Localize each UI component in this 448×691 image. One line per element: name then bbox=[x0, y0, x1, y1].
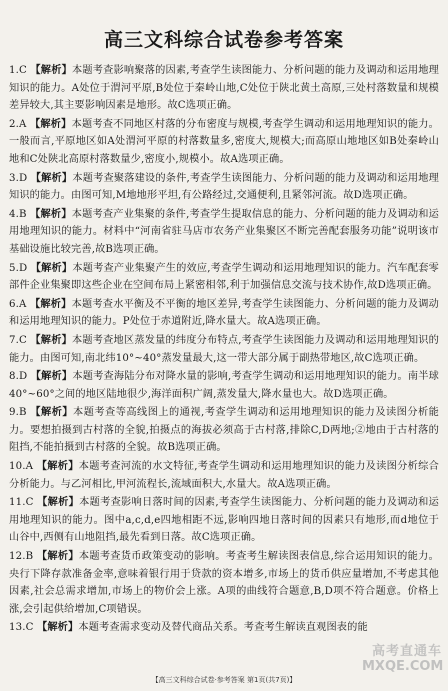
answer-item bbox=[9, 116, 439, 169]
answer-text: 本题考查影响日落时间的因素,考查学生读图能力、分析问题的能力及调动和运用地理知识的能力。图中a,c,d,e四地相距不远,影响四地日落时间的因素只有地形,而d地位于山谷中,西侧有山地阻挡,最先看到日落。故C选项正确。 bbox=[9, 497, 439, 544]
answer-item bbox=[9, 368, 439, 403]
answer-item bbox=[9, 458, 439, 493]
answer-number: 5.D bbox=[9, 262, 28, 274]
answer-item bbox=[9, 206, 439, 259]
answer-text: 本题考查需求变动及替代商品关系。考查考生解读直观图表的能 bbox=[78, 622, 368, 634]
answer-number: 8.D bbox=[9, 371, 28, 383]
answer-text: 本题考查海陆分布对降水量的影响,考查学生调动和运用地理知识的能力。南半球40°~60°之间的地区陆地很少,海洋面积广阔,蒸发量大,降水量也大。故D选项正确。 bbox=[9, 371, 439, 400]
answer-item bbox=[9, 494, 439, 547]
answer-number: 11.C bbox=[9, 497, 34, 509]
page-footer: 【高三文科综合试卷·参考答案 第1页(共7页)】 bbox=[151, 676, 297, 684]
answer-number: 10.A bbox=[9, 461, 34, 473]
analysis-tag: 【解析】 bbox=[29, 297, 72, 310]
analysis-tag: 【解析】 bbox=[30, 64, 72, 76]
answer-number: 13.C bbox=[9, 622, 34, 634]
analysis-tag: 【解析】 bbox=[29, 117, 72, 130]
answer-text: 本题考查水平衡及不平衡的地区差异,考查学生读图能力、分析问题的能力及调动和运用地理知识的能力。P处位于赤道附近,降水量大。故A选项正确。 bbox=[9, 298, 439, 328]
answer-text: 本题考查聚落建设的条件,考查学生读图能力、分析问题的能力及调动和运用地理知识的能力。由图可知,M地地形平坦,有公路经过,交通便利,且紧邻河流。故D选项正确。 bbox=[9, 172, 439, 202]
answer-list bbox=[9, 62, 439, 637]
answer-number: 7.C bbox=[9, 334, 27, 346]
answer-text: 本题考查不同地区村落的分布密度与规模,考查学生调动和运用地理知识的能力。一般而言,平原地区如A处渭河平原的村落数量多,密度大,规模大;而高原山地地区如B处秦岭山地和C处陕北高原村落数量少,密度小,规模小。故A选项正确。 bbox=[9, 118, 439, 165]
answer-text: 本题考查产业集聚产生的效应,考查学生调动和运用地理知识的能力。汽车配套零部件企业集聚即这些企业在空间布局上紧密相邻,利于加强信息交流与技术协作,故D选项正确。 bbox=[9, 262, 439, 292]
answer-number: 9.B bbox=[9, 407, 27, 419]
answer-item bbox=[9, 260, 439, 295]
watermark-text-en: MXQE.COM bbox=[362, 659, 444, 674]
answer-item bbox=[9, 62, 439, 115]
answer-text: 本题考查货币政策变动的影响。考查考生解读图表信息,综合运用知识的能力。央行下降存款准备金率,意味着银行用于贷款的资本增多,市场上的货币供应量增加,不考虑其他因素,社会总需求增加,市场上的物价会上涨。A项的曲线符合题意,B,D项不符合题意。价格上涨,会引起供给增加,C项错误。 bbox=[9, 551, 439, 615]
analysis-tag: 【解析】 bbox=[30, 207, 72, 220]
answer-number: 6.A bbox=[9, 298, 27, 310]
answer-number: 2.A bbox=[9, 118, 27, 130]
analysis-tag: 【解析】 bbox=[37, 496, 80, 509]
analysis-tag: 【解析】 bbox=[30, 370, 73, 383]
analysis-tag: 【解析】 bbox=[36, 550, 79, 563]
answer-number: 1.C bbox=[9, 65, 27, 76]
watermark-text-cn: 高考直通车 bbox=[371, 644, 442, 659]
analysis-tag: 【解析】 bbox=[30, 171, 73, 184]
answer-number: 12.B bbox=[9, 551, 34, 563]
answer-item bbox=[9, 170, 439, 205]
answer-item bbox=[9, 296, 439, 331]
page-title: 高三文科综合试卷参考答案 bbox=[103, 29, 344, 51]
answer-number: 4.B bbox=[9, 208, 27, 220]
answer-text: 本题考查等高线图上的通视,考查学生调动和运用地理知识的能力及读图分析能力。要想拍摄到古村落的全貌,拍摄点的海拔必须高于古村落,排除C,D两地;②地由于古村落的阻挡,不能拍摄到古村落的全貌。故B选项正确。 bbox=[9, 407, 439, 454]
analysis-tag: 【解析】 bbox=[36, 460, 79, 473]
answer-text: 本题考查地区蒸发量的纬度分布特点,考查学生读图能力及调动和运用地理知识的能力。由图可知,南北纬10°~40°蒸发量最大,这一带大部分属于副热带地区,故C选项正确。 bbox=[9, 334, 439, 364]
answer-item bbox=[9, 619, 439, 637]
answer-text: 本题考查产业集聚的条件,考查学生提取信息的能力、分析问题的能力及调动和运用地理知识的能力。材料中“河南省驻马店市农务产业集聚区不断完善配套服务功能”说明该市基础设施比较完善,故B选项正确。 bbox=[9, 208, 439, 255]
answer-item bbox=[9, 332, 439, 367]
answer-text: 本题考查影响聚落的因素,考查学生读图能力、分析问题的能力及调动和运用地理知识的能力。A处位于渭河平原,B处位于秦岭山地,C处位于陕北黄土高原,三处村落数量和规模差异较大,其主要影响因素是地形。故C选项正确。 bbox=[9, 65, 439, 112]
answer-number: 3.D bbox=[9, 172, 28, 184]
answer-item bbox=[9, 548, 439, 618]
answer-text: 本题考查河流的水文特征,考查学生调动和运用地理知识的能力及读图分析综合分析能力。与乙河相比,甲河流程长,流域面积大,水量大。故A选项正确。 bbox=[9, 461, 440, 490]
analysis-tag: 【解析】 bbox=[30, 261, 73, 274]
answer-item bbox=[9, 404, 439, 457]
analysis-tag: 【解析】 bbox=[30, 406, 74, 419]
analysis-tag: 【解析】 bbox=[30, 333, 72, 346]
analysis-tag: 【解析】 bbox=[37, 621, 79, 634]
